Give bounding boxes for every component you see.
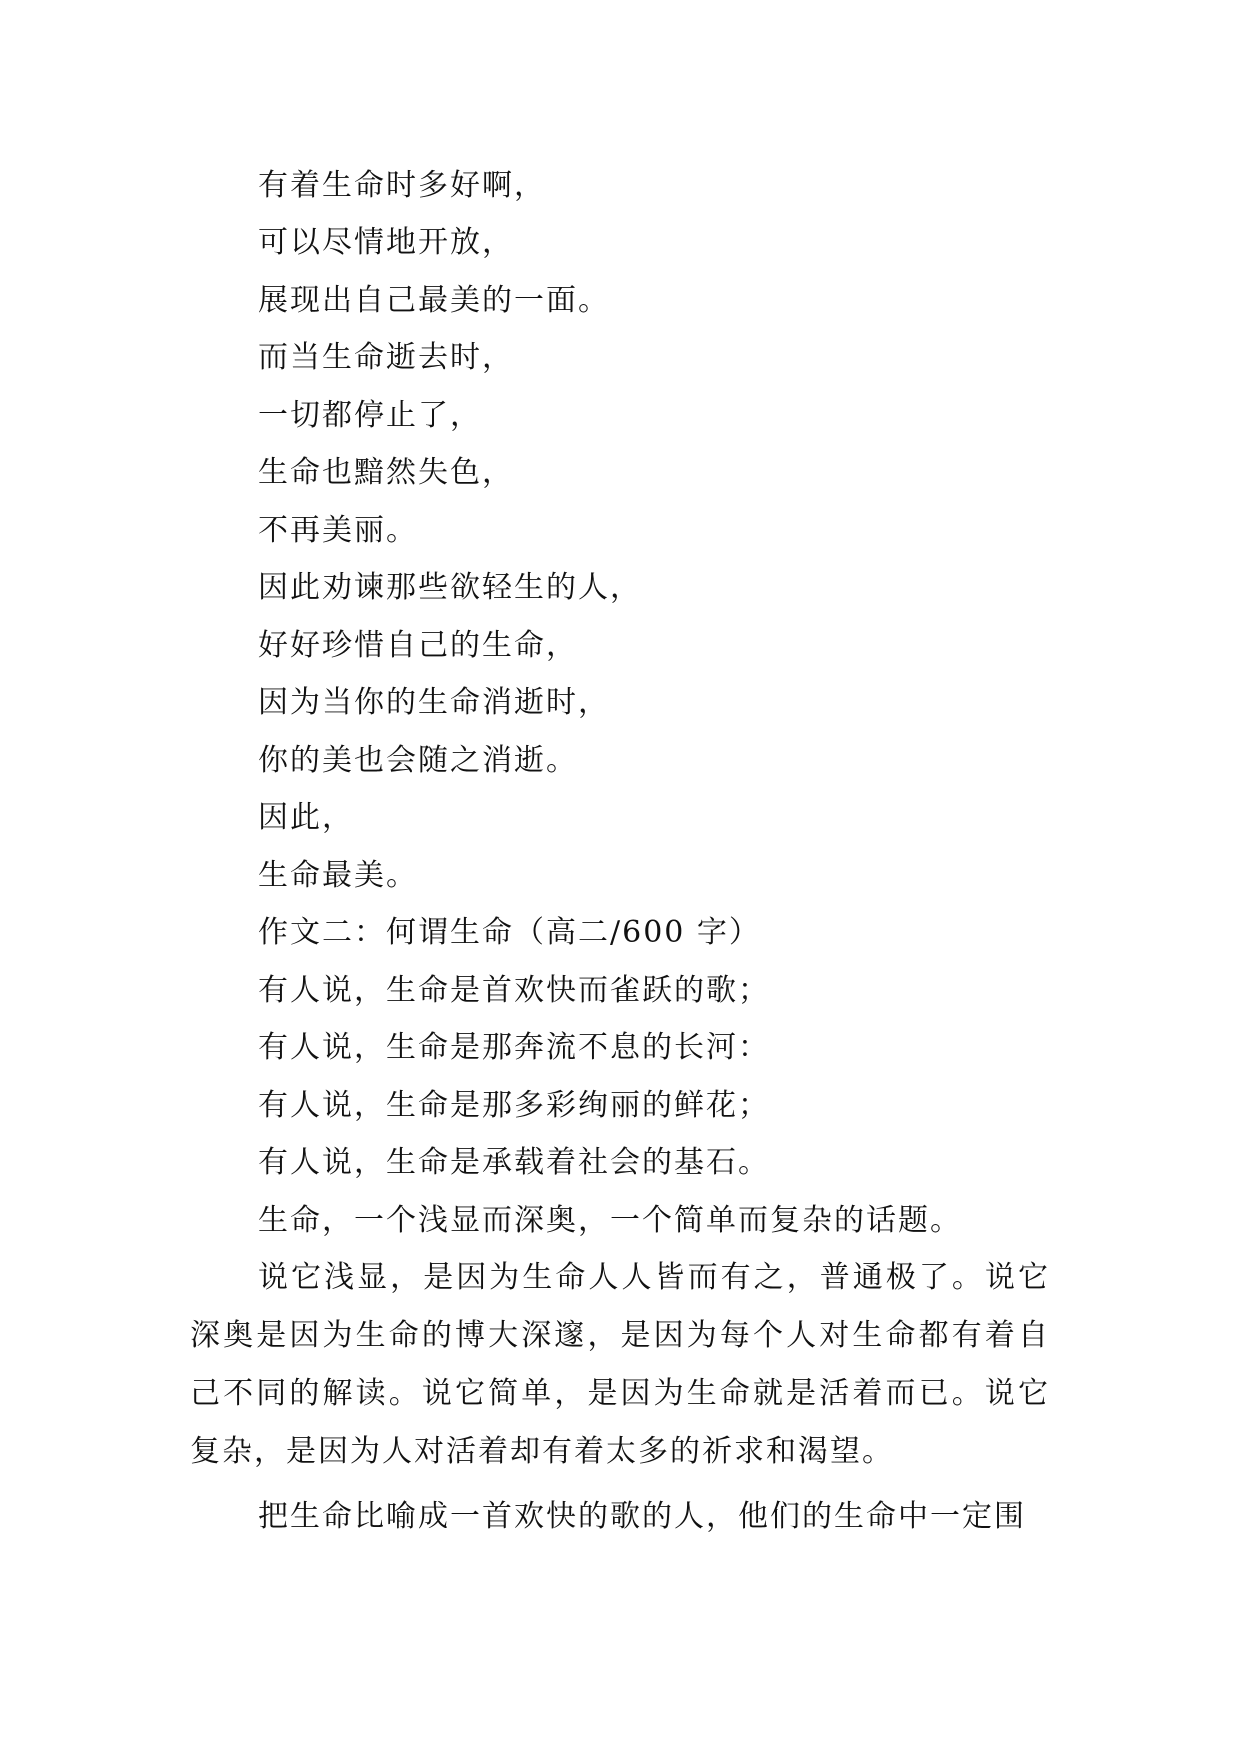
- poem-line: 生命也黯然失色，: [258, 455, 514, 490]
- poem-line: 可以尽情地开放，: [258, 225, 514, 260]
- poem-line: 因为当你的生命消逝时，: [258, 685, 610, 720]
- essay-paragraph: 把生命比喻成一首欢快的歌的人，他们的生命中一定围: [258, 1499, 1026, 1534]
- essay-heading: 作文二：何谓生命（高二/600 字）: [258, 915, 761, 950]
- poem-line: 有着生命时多好啊，: [258, 168, 546, 203]
- essay-intro-line: 有人说，生命是承载着社会的基石。: [258, 1145, 770, 1180]
- poem-line: 好好珍惜自己的生命，: [258, 628, 578, 663]
- poem-line: 因此劝谏那些欲轻生的人，: [258, 570, 642, 605]
- poem-line: 不再美丽。: [258, 513, 418, 548]
- poem-line: 你的美也会随之消逝。: [258, 743, 578, 778]
- essay-intro-line: 有人说，生命是那多彩绚丽的鲜花；: [258, 1088, 770, 1123]
- poem-line: 而当生命逝去时，: [258, 340, 514, 375]
- poem-line: 一切都停止了，: [258, 398, 482, 433]
- essay-paragraph: 说它浅显，是因为生命人人皆而有之，普通极了。说它深奥是因为生命的博大深邃，是因为每个人对生命都有着自己不同的解读。说它简单，是因为生命就是活着而已。说它复杂，是因为人对活着却有着太多的祈求和渴望。: [190, 1260, 1050, 1469]
- poem-line: 展现出自己最美的一面。: [258, 283, 610, 318]
- essay-intro-line: 有人说，生命是首欢快而雀跃的歌；: [258, 973, 770, 1008]
- poem-line: 生命最美。: [258, 858, 418, 893]
- essay-intro-line: 有人说，生命是那奔流不息的长河：: [258, 1030, 770, 1065]
- poem-line: 因此，: [258, 800, 354, 835]
- essay-intro-line: 生命，一个浅显而深奥，一个简单而复杂的话题。: [258, 1203, 962, 1238]
